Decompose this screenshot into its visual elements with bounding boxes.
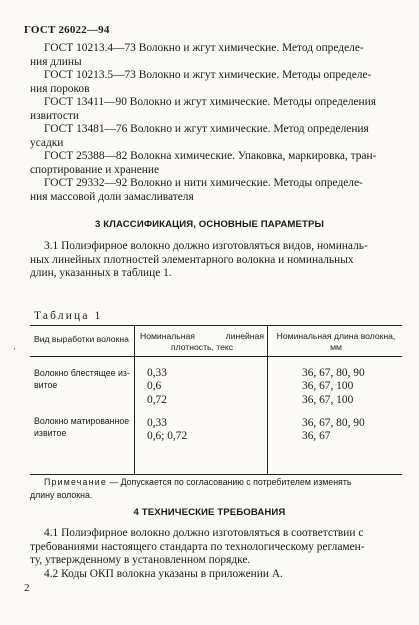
cell-value: 0,33 xyxy=(147,367,167,379)
reference-line: ГОСТ 10213.5—73 Волокно и жгут химические. Методы определе- xyxy=(44,69,372,81)
document-header: ГОСТ 26022—94 xyxy=(24,24,110,36)
table-header-length xyxy=(272,331,400,352)
header-line: Номинальная линейная xyxy=(140,331,264,341)
table-note xyxy=(30,476,402,502)
paragraph-line: требованиями настоящего стандарта по технологическому регламен- xyxy=(30,540,365,553)
cell-line: Волокно блестящее из- xyxy=(34,368,130,378)
table-header-density xyxy=(140,331,264,352)
table-cell-kind xyxy=(34,367,130,391)
paragraph-line: ту, утвержденному в установленном порядке. xyxy=(30,554,251,566)
reference-line: ния длины xyxy=(30,55,82,68)
paragraph-4-1 xyxy=(30,527,402,581)
table-cell-length xyxy=(302,367,365,407)
table-caption: Таблица 1 xyxy=(34,310,103,322)
table-header-kind: Вид выработки волокна xyxy=(34,334,129,344)
cell-value: 36, 67, 80, 90 xyxy=(302,367,365,379)
header-line: мм xyxy=(330,341,342,352)
section-4-title: 4 ТЕХНИЧЕСКИЕ ТРЕБОВАНИЯ xyxy=(133,507,286,518)
cell-value: 0,6 xyxy=(147,380,162,393)
reference-line: спортирование и хранение xyxy=(30,163,160,176)
reference-line: ГОСТ 29332—92 Волокно и нити химические. Методы определе- xyxy=(44,177,363,189)
reference-item xyxy=(30,123,402,150)
references-list xyxy=(30,42,402,204)
table-cell-density xyxy=(147,417,187,444)
header-line: Номинальная длина волокна, xyxy=(276,331,396,341)
reference-line: усадки xyxy=(30,136,64,149)
table-column-divider xyxy=(134,326,135,474)
table-cell-length xyxy=(302,417,365,444)
paragraph-line: 3.1 Полиэфирное волокно должно изготовляться видов, номиналь- xyxy=(44,240,368,252)
reference-line: ния массовой доли замасливателя xyxy=(30,190,194,203)
cell-value: 36, 67, 80, 90 xyxy=(302,417,365,429)
reference-item xyxy=(30,96,402,123)
table-column-divider xyxy=(267,326,268,474)
paragraph-3-1 xyxy=(30,240,402,281)
note-text: — Допускается по согласованию с потребителем изменять xyxy=(106,477,352,487)
table-header-divider xyxy=(30,356,402,357)
note-text: длину волокна. xyxy=(30,490,93,500)
reference-line: ГОСТ 13411—90 Волокно и жгут химические. Методы определения xyxy=(44,96,376,108)
cell-value: 36, 67 xyxy=(302,430,331,443)
paragraph-line: ных линейных плотностей элементарного волокна и номинальных xyxy=(30,253,354,266)
table-cell-kind xyxy=(34,415,129,439)
cell-value: 0,6; 0,72 xyxy=(147,430,188,443)
section-3-title: 3 КЛАССИФИКАЦИЯ, ОСНОВНЫЕ ПАРАМЕТРЫ xyxy=(95,219,324,230)
reference-line: ния пороков xyxy=(30,82,90,95)
cell-value: 36, 67, 100 xyxy=(302,393,354,406)
reference-line: ГОСТ 25388—82 Волокна химические. Упаковка, маркировка, тран- xyxy=(44,150,377,162)
margin-mark: · xyxy=(13,344,16,354)
paragraph-line: длин, указанных в таблице 1. xyxy=(30,267,172,279)
reference-item xyxy=(30,177,402,204)
paragraph-line: 4.1 Полиэфирное волокно должно изготовляться в соответствии с xyxy=(44,527,364,539)
cell-value: 0,33 xyxy=(147,417,167,429)
page-number: 2 xyxy=(24,582,30,594)
paragraph-4-2: 4.2 Коды ОКП волокна указаны в приложении А. xyxy=(44,567,283,580)
cell-line: Волокно матированное xyxy=(34,416,130,426)
note-label: Примечание xyxy=(44,477,107,487)
reference-item xyxy=(30,42,402,69)
cell-line: витое xyxy=(34,380,58,390)
table-cell-density xyxy=(147,367,167,407)
reference-line: ГОСТ 10213.4—73 Волокно и жгут химические. Метод определе- xyxy=(44,42,364,54)
reference-item xyxy=(30,150,402,177)
cell-value: 36, 67, 100 xyxy=(302,380,354,393)
reference-item xyxy=(30,69,402,96)
reference-line: извитости xyxy=(30,109,80,122)
cell-value: 0,72 xyxy=(147,393,167,406)
header-line: плотность, текс xyxy=(170,341,234,352)
reference-line: ГОСТ 13481—76 Волокно и жгут химические. Метод определения xyxy=(44,123,369,135)
table-1 xyxy=(30,325,402,475)
cell-line: извитое xyxy=(34,428,67,438)
